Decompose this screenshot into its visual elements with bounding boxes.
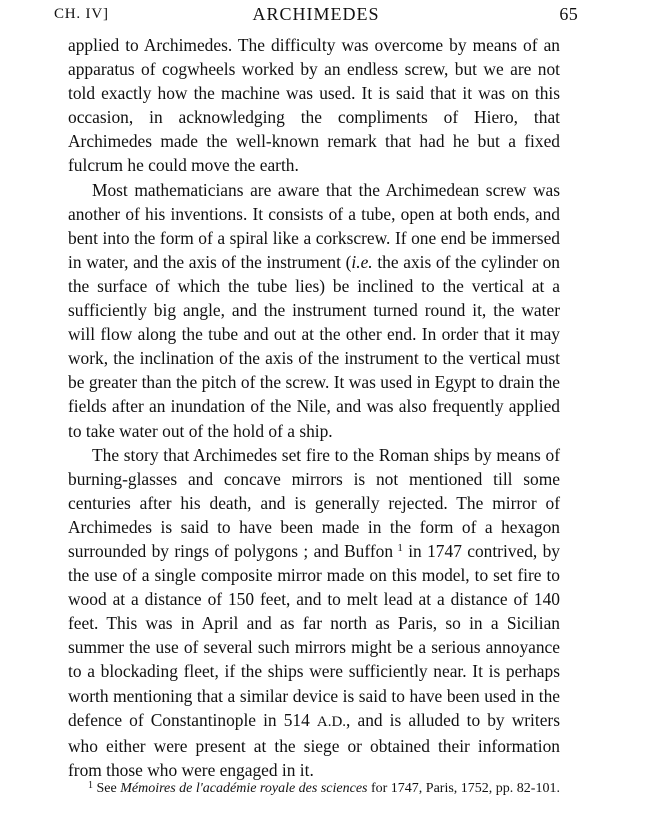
footnote-number: 1 (88, 780, 93, 791)
paragraph-3-text-b: in 1747 contrived, by the use of a single composite mirror made on this model, to set fire to wood at a distance of 150 feet, and to melt lead at a distance of 140 feet. This was in April and as far north as Paris, so in a Sicilian summer the use of several such mirrors might be a serious annoyance to a blockading fleet, if the ships were sufficiently near. It is perhaps worth mentioning that a similar device is said to have been used in the defence of Constantinople in 514 (68, 540, 560, 730)
body-text (68, 33, 560, 782)
footnote-suffix: for 1747, Paris, 1752, pp. 82-101. (367, 781, 560, 796)
footnote (68, 779, 560, 798)
running-head (54, 2, 578, 28)
footnote-reference[interactable]: 1 (397, 541, 403, 554)
paragraph-3-smallcaps: A.D. (316, 713, 347, 730)
paragraph-3-text-a: The story that Archimedes set fire to the Roman ships by means of burning-glasses and concave mirrors is not mentioned till some centuries after his death, and is generally rejected. The mirror of Archimedes is said to have been made in the form of a hexagon surrounded by rings of polygons ; and Buffon (68, 444, 560, 561)
paragraph-2-text-b: the axis of the cylinder on the surface of which the tube lies) be inclined to the vertical at a sufficiently big angle, and the instrument turned round it, the water will flow along the tube and out at the other end. In order that it may work, the inclination of the axis of the instrument to the vertical must be greater than the pitch of the screw. It was used in Egypt to drain the fields after an inundation of the Nile, and was also frequently applied to take water out of the hold of a ship. (68, 251, 561, 441)
paragraph-3-text-c: , and is alluded to by writers who either were present at the siege or obtained their information from those who were engaged in it. (68, 709, 560, 780)
running-title: ARCHIMEDES (252, 4, 380, 24)
footnote-prefix: See (96, 781, 121, 796)
paragraph-2 (68, 178, 560, 443)
paragraph-1 (68, 33, 560, 178)
paragraph-3 (68, 443, 560, 782)
footnote-italic-title: Mémoires de l'académie royale des sciences (120, 781, 368, 796)
paragraph-2-italic: i.e. (351, 251, 373, 272)
paragraph-1-text: applied to Archimedes. The difficulty was overcome by means of an apparatus of cogwheels worked by an endless screw, but we are not told exactly how the machine was used. It is said that it was on this occasion, in acknowledging the compliments of Hiero, that Archimedes made the well-known remark that had he but a fixed fulcrum he could move the earth. (68, 35, 560, 176)
page-number: 65 (559, 4, 578, 24)
paragraph-2-text-a: Most mathematicians are aware that the Archimedean screw was another of his inventions. It consists of a tube, open at both ends, and bent into the form of a spiral like a corkscrew. If one end be immersed in water, and the axis of the instrument ( (68, 179, 560, 272)
chapter-marker: CH. IV] (54, 6, 109, 22)
